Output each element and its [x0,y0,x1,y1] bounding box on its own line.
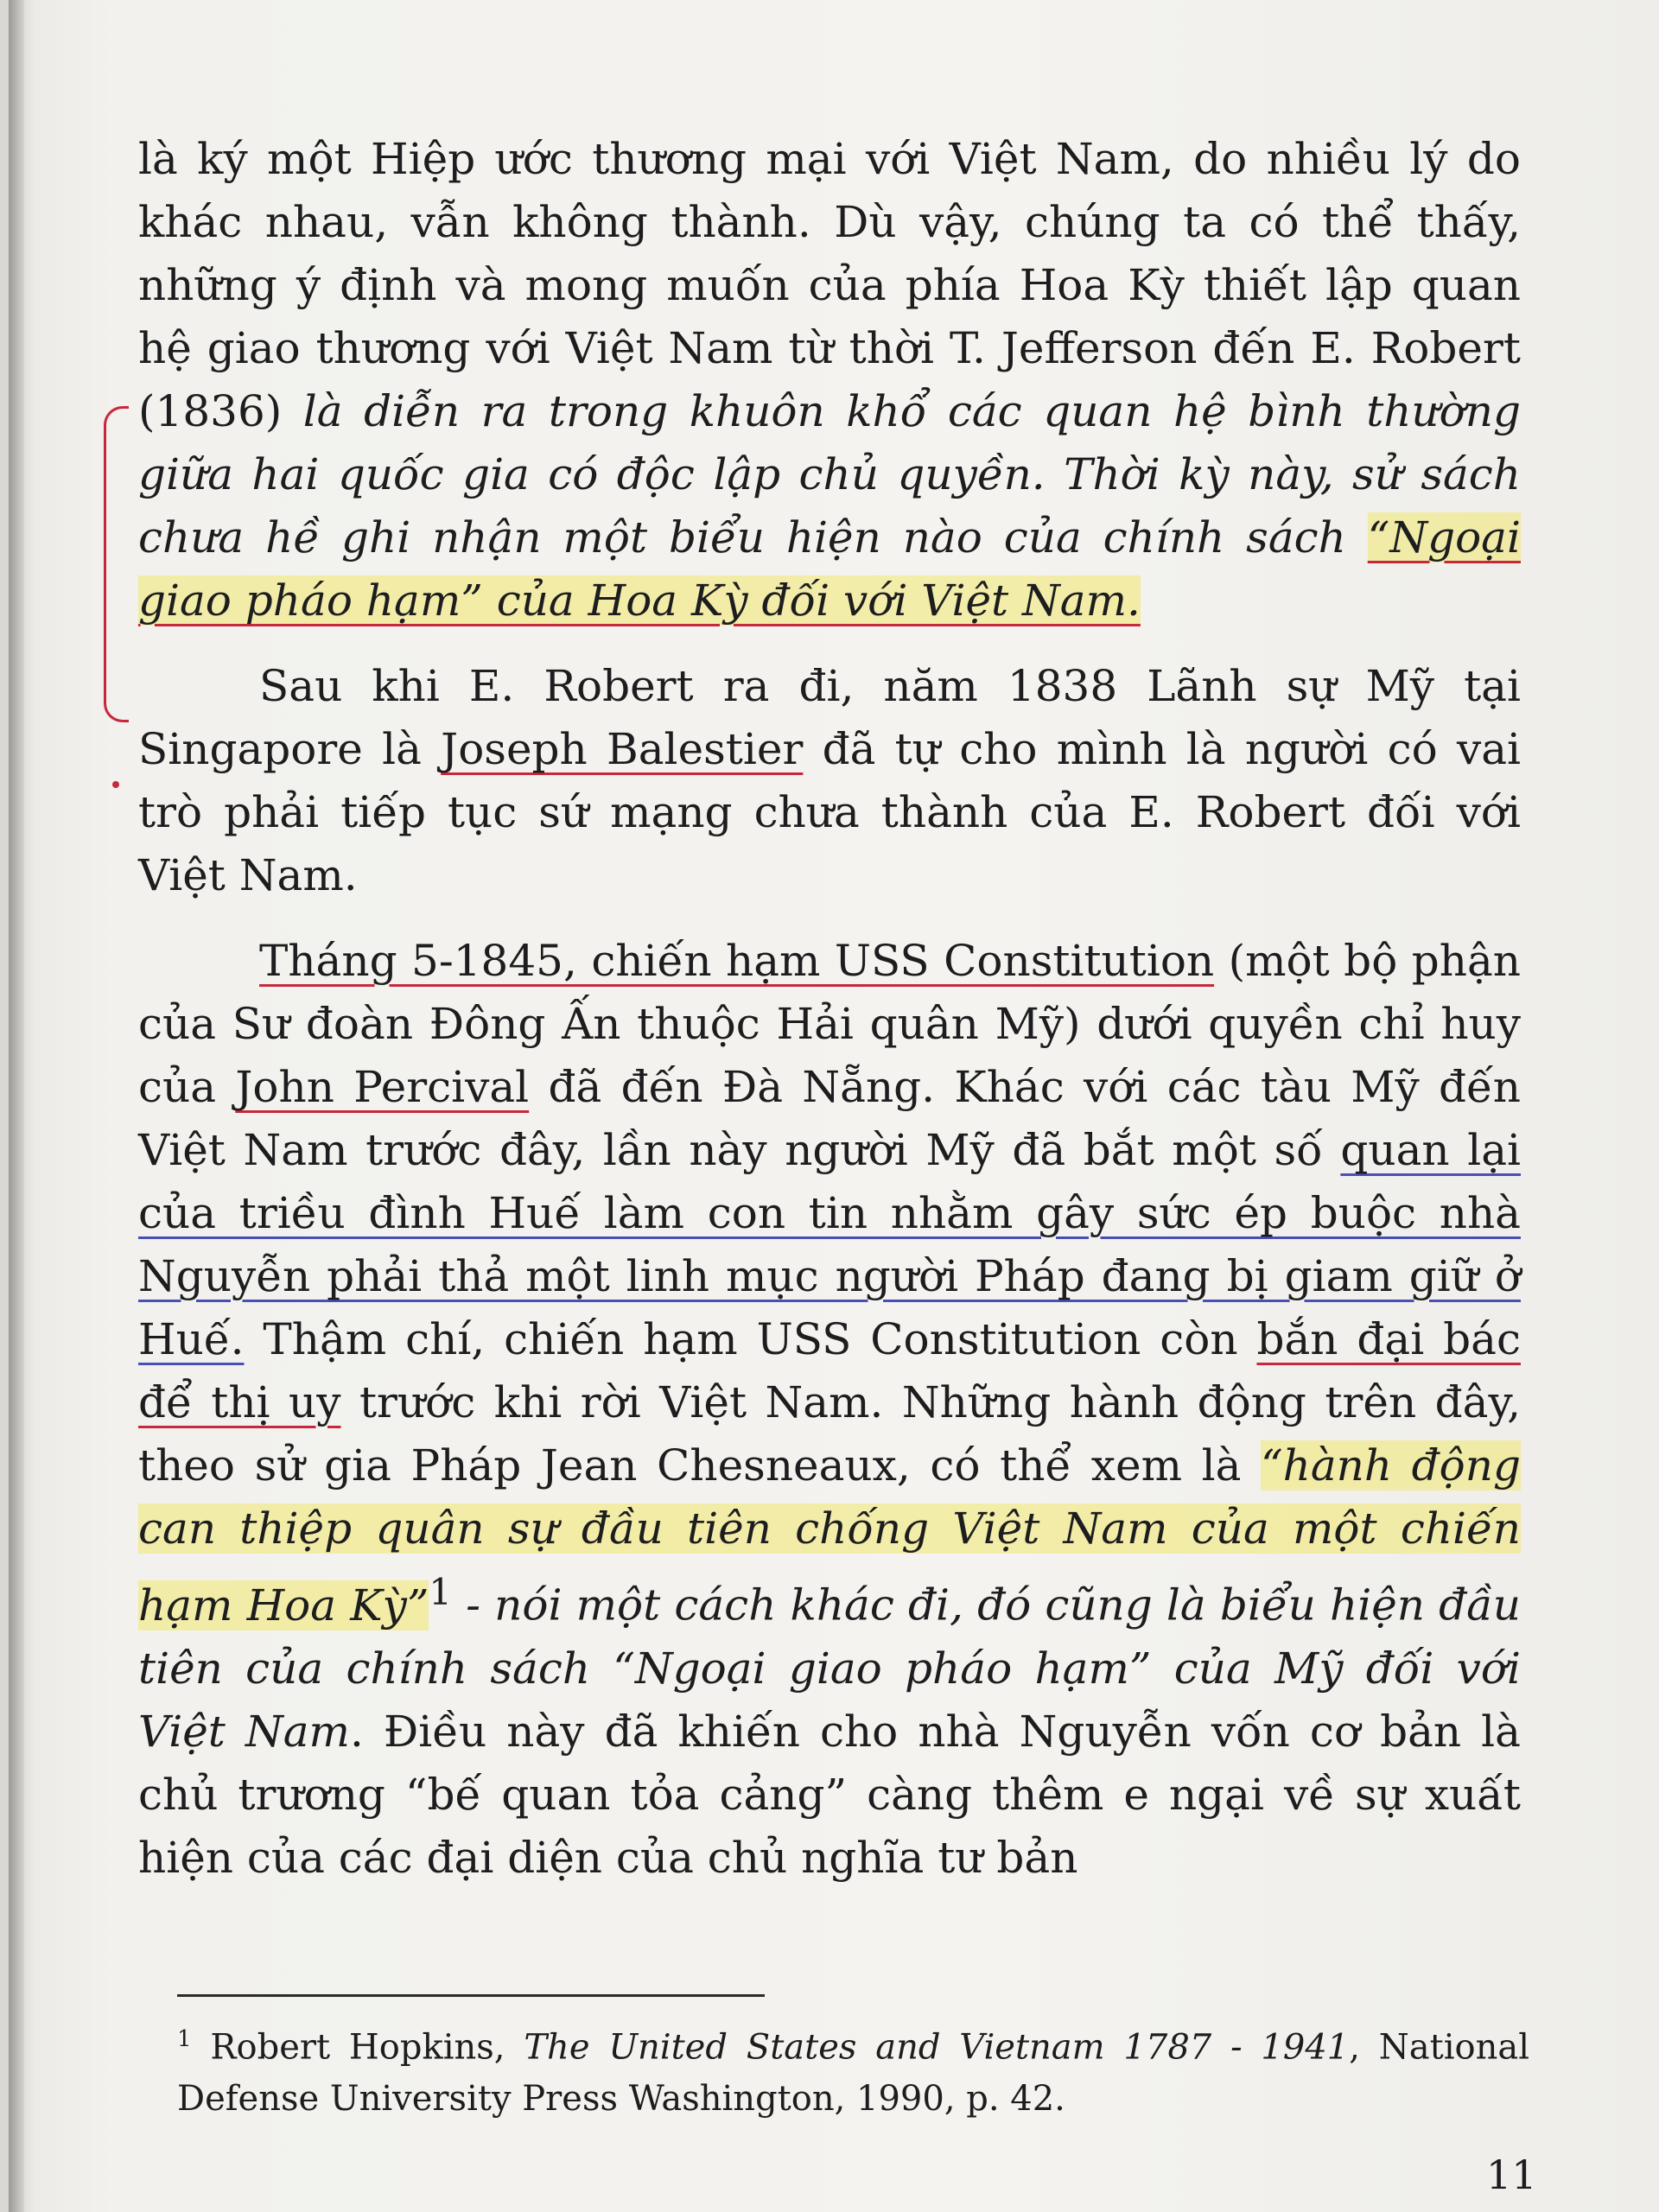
margin-bracket-mark [104,406,129,722]
paragraph-3-quote-highlight: “hành động can thiệp quân sự đầu tiên chống Việt Nam của một chiến hạm Hoa Kỳ” [138,1440,1521,1630]
body-text [138,128,1521,1890]
footnote [177,2013,1529,2125]
footnote-text-b: , National Defense University Press Washington, 1990, p. 42. [177,2027,1529,2120]
paragraph-3-text-b: đã đến Đà Nẵng. Khác với các tàu Mỹ đến Việt Nam trước đây, lần này người Mỹ đã bắt một số [138,1062,1522,1175]
page-number: 11 [1486,2152,1537,2198]
paragraph-3-italic: - nói một cách khác đi, đó cũng là biểu hiện đầu tiên của chính sách “Ngoại giao pháo hạm” của Mỹ đối với Việt Nam [138,1580,1521,1757]
paragraph-2-underlined-name: Joseph Balestier [441,724,804,774]
paragraph-1-italic: là diễn ra trong khuôn khổ các quan hệ bình thường giữa hai quốc gia có độc lập chủ quyền. Thời kỳ này, sử sách chưa hề ghi nhận một biểu hiện nào của chính sách [138,386,1521,563]
paragraph-1 [138,128,1521,632]
page-spine-shadow [9,0,24,2212]
paragraph-3-blue-underlined: quan lại của triều đình Huế làm con tin nhằm gây sức ép buộc nhà Nguyễn phải thả một linh mục người Pháp đang bị giam giữ ở Huế. [138,1125,1522,1364]
footnote-divider [177,1994,765,1997]
paragraph-3-text-c: Thậm chí, chiến hạm USS Constitution còn [244,1314,1257,1364]
footnote-reference: 1 [429,1571,452,1613]
footnote-text-a: Robert Hopkins, [191,2027,524,2068]
footnote-mark: 1 [177,2026,192,2052]
paragraph-3 [138,930,1521,1890]
paragraph-2 [138,655,1521,907]
paragraph-1-text: là ký một Hiệp ước thương mại với Việt Nam, do nhiều lý do khác nhau, vẫn không thành. Dù vậy, chúng ta có thể thấy, những ý định và mong muốn của phía Hoa Kỳ thiết lập quan hệ giao thương với Việt Nam từ thời T. Jefferson đến E. Robert (1836) [138,134,1521,436]
footnote-book-title: The United States and Vietnam 1787 - 1941 [524,2027,1350,2068]
paragraph-1-highlight: “Ngoại giao pháo hạm” của Hoa Kỳ đối với Việt Nam. [138,512,1521,626]
paragraph-3-underlined-date-ship: Tháng 5-1845, chiến hạm USS Constitution [259,936,1215,986]
paragraph-3-text-a: (một bộ phận của Sư đoàn Đông Ấn thuộc Hải quân Mỹ) dưới quyền chỉ huy của [138,936,1521,1112]
paragraph-3-text-d: trước khi rời Việt Nam. Những hành động trên đây, theo sử gia Pháp Jean Chesneaux, có thể xem là [138,1377,1521,1491]
paragraph-3-text-e: . Điều này đã khiến cho nhà Nguyễn vốn cơ bản là chủ trương “bế quan tỏa cảng” càng thêm e ngại về sự xuất hiện của các đại diện của chủ nghĩa tư bản [138,1706,1521,1883]
paragraph-3-underlined-cannon: bắn đại bác để thị uy [138,1314,1521,1427]
paragraph-2-text-a: Sau khi E. Robert ra đi, năm 1838 Lãnh sự Mỹ tại Singapore là [138,661,1521,774]
margin-ink-dot [112,781,119,788]
paragraph-3-underlined-commander: John Percival [235,1062,530,1112]
paragraph-2-text-b: đã tự cho mình là người có vai trò phải tiếp tục sứ mạng chưa thành của E. Robert đối với Việt Nam. [138,724,1521,900]
